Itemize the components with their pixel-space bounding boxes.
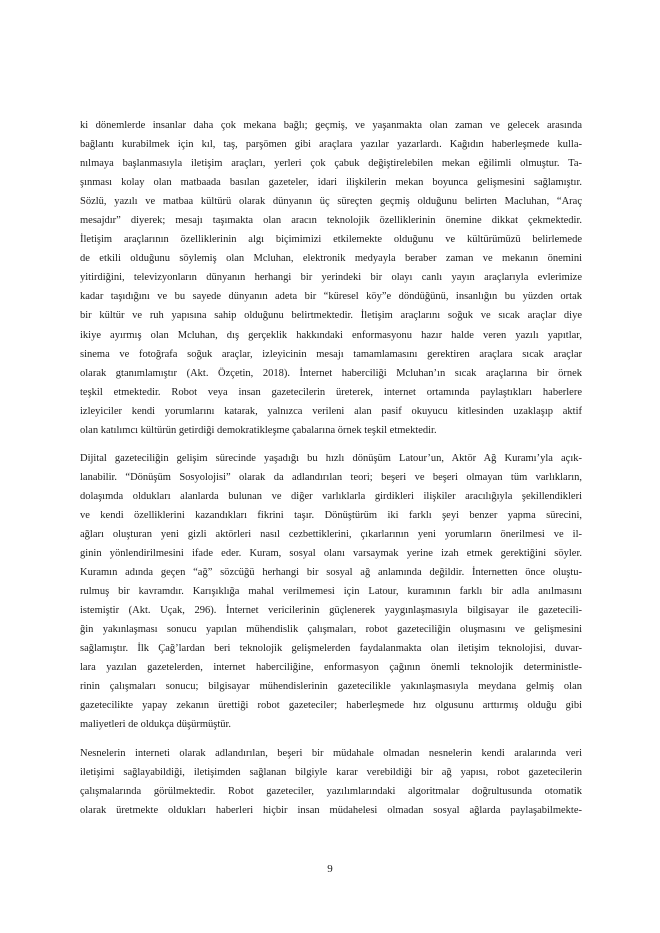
text-line: lanabilir. “Dönüşüm Sosyolojisi” olarak da adlandırılan teori; beşeri ve beşeri olmayan tüm varlıkların, <box>80 471 582 483</box>
text-line: maliyetleri de oldukça düşürmüştür. <box>80 719 232 731</box>
text-line: yitirdiğini, televizyonların dünyanın herhangi bir yerindeki bir olayı canlı yayın araçlarıyla evlerimize <box>80 272 582 284</box>
text-line: Kuramın adında geçen “ağ” sözcüğü herhangi bir sosyal ağ anlamında değildir. İnternetten önce oluştu- <box>80 567 582 579</box>
text-line: Dijital gazeteciliğin gelişim sürecinde yaşadığı bu hızlı dönüşüm Latour’un, Aktör Ağ Kuramı’yla açık- <box>80 452 582 464</box>
body-text <box>80 116 582 820</box>
text-line: ğin yakınlaşması sonucu yapılan mühendislik çalışmaları, robot gazeteciliğin oluşmasını ve gelişmesini <box>80 624 582 636</box>
text-line: gazetecilikte yapay zekanın ürettiği robot gazeteciler; haberleşmede hız olgusunu arttırmış olduğu gibi <box>80 700 582 712</box>
text-line: Sözlü, yazılı ve matbaa kültürü olarak dünyanın üç süreçten geçmiş olduğunu belirten Macluhan, “Araç <box>80 196 582 208</box>
text-line: ki dönemlerde insanlar daha çok mekana bağlı; geçmiş, ve yaşanmakta olan zaman ve gelecek arasında <box>80 120 582 131</box>
text-line: rulmuş bir kavramdır. Karışıklığa mahal verilmemesi için Latour, kuramının farklı bir adla anılmasını <box>80 586 582 598</box>
text-line: lara yazılan gazetelerden, internet haberciliğine, enformasyon çağının önemli teknolojik deterministle- <box>80 662 582 674</box>
paragraph-1 <box>80 116 582 440</box>
paragraph-2 <box>80 449 582 735</box>
text-line: sinema ve fotoğrafa soğuk araçlar, izleyicinin mesajı tamamlamasını gerektiren araçlara sıcak araçlar <box>80 348 582 360</box>
text-line: şınması kolay olan matbaada basılan gazeteler, idari ilişkilerin mekan boyunca gelişmesini sağlamıştır. <box>80 177 582 189</box>
text-line: bağlantı kurabilmek için kıl, taş, parşömen gibi araçlara yazılar yazarlardı. Kağıdın haberleşmede kulla- <box>80 139 582 151</box>
text-line: istemiştir (Akt. Uçak, 296). İnternet vericilerinin güçlenerek yaygınlaşmasıyla bilgisayar ile gazetecili- <box>80 605 582 617</box>
text-line: olan katılımcı kültürün getirdiği demokratikleşme çabalarına örnek teşkil etmektedir. <box>80 424 437 436</box>
text-line: rinin çalışmaları sonucu; bilgisayar mühendislerinin gazetecilikle yakınlaşmasıyla meydana gelmiş olan <box>80 681 582 693</box>
text-line: İletişim araçlarının özelliklerinin algı biçimimizi etkilemekte olduğunu ve kültürümüzü belirlemede <box>80 234 582 246</box>
text-line: mesajdır” diyerek; mesajı taşımakta olan aracın teknolojik özelliklerinin önemine dikkat çekmektedir. <box>80 215 582 227</box>
page-number: 9 <box>327 863 333 875</box>
text-line: de etkili olduğunu söylemiş olan Mcluhan, elektronik medyayla beraber zaman ve mekanın önemini <box>80 253 582 265</box>
text-line: kadar taşıdığını ve bu sayede dünyanın adeta bir “küresel köy”e döndüğünü, insanlığın bu yüzden ortak <box>80 291 582 303</box>
text-line: ikiye ayırmış olan Mcluhan, dış gerçeklik hakkındaki enformasyonu hazır halde veren yazılı yapıtlar, <box>80 329 582 341</box>
text-line: iletişimi sağlayabildiği, iletişimden sağlanan bilgiyle karar verebildiği bir ağ yapısı, robot gazetecilerin <box>80 766 582 778</box>
text-line: dolaşımda oldukları alanlarda bulunan ve diğer varlıklarla girdikleri ilişkiler aracılığıyla şekillendikleri <box>80 490 582 502</box>
text-line: çalışmalarında görülmektedir. Robot gazeteciler, yazılımlarındaki algoritmalar doğrultusunda otomatik <box>80 785 582 797</box>
text-line: nılmaya başlanmasıyla iletişim araçları, yerleri çok çabuk değiştirelebilen mekan eğilimli olmuştur. Ta- <box>80 158 582 170</box>
paragraph-3 <box>80 744 582 820</box>
text-line: ve kendi özelliklerini kazandıkları fikrini taşır. Dönüştürüm iki farklı şeyi benzer yapma sürecini, <box>80 509 582 521</box>
text-line: olarak üretmekte oldukları haberleri hiçbir insan müdahelesi olmadan sosyal ağlarda paylaşabilmekte- <box>80 804 582 816</box>
text-line: ginin yönlendirilmesini ifade eder. Kuram, sosyal olanı varsaymak yerine izah etmek gerektiğini söyler. <box>80 548 582 560</box>
text-line: ağları oluşturan yeni gizli aktörleri nasıl cezbettiklerini, çıkarlarının yeni yorumların önerilmesi ve il- <box>80 528 582 540</box>
text-line: sağlamıştır. İlk Çağ’lardan beri teknolojik gelişmelerden faydalanmakta olan iletişim teknolojisi, duvar- <box>80 643 582 655</box>
text-line: olarak gtanımlamıştır (Akt. Özçetin, 2018). İnternet haberciliği Mcluhan’ın sıcak araçlarına bir örnek <box>80 367 582 379</box>
text-line: Nesnelerin interneti olarak adlandırılan, beşeri bir müdahale olmadan nesnelerin kendi aralarında veri <box>80 747 582 759</box>
text-line: bir kültür ve ruh yapısına sahip olduğunu belirtmektedir. İletişim araçlarını soğuk ve sıcak araçlar diye <box>80 310 582 322</box>
text-line: teşkil etmektedir. Robot veya insan gazetecilerin üreterek, internet ortamında paylaştıkları haberlere <box>80 386 582 398</box>
text-line: izleyiciler kendi yorumlarını katarak, yalnızca verileni alan pasif okuyucu kitlesinden uzaklaşıp aktif <box>80 405 582 417</box>
